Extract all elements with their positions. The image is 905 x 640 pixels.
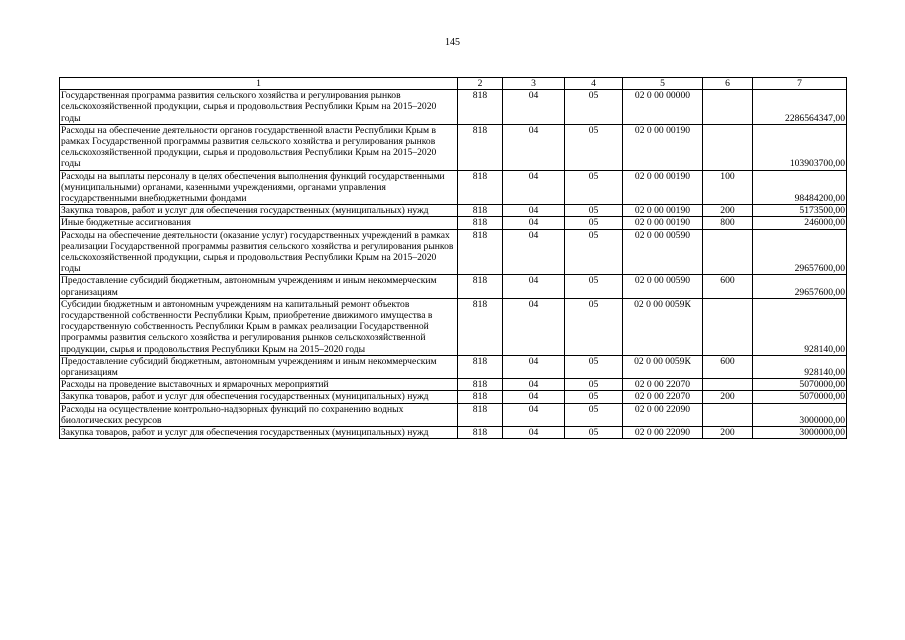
- row-name: Иные бюджетные ассигнования: [60, 217, 458, 229]
- row-amount: 3000000,00: [753, 403, 847, 426]
- row-code-target: 02 0 00 00000: [623, 90, 703, 125]
- row-code-expense-type: 800: [703, 217, 753, 229]
- row-code-target: 02 0 00 22070: [623, 379, 703, 391]
- col-header-1: 1: [60, 78, 458, 90]
- row-code-section: 04: [503, 403, 565, 426]
- row-code-ministry: 818: [458, 391, 503, 403]
- row-code-expense-type: 600: [703, 275, 753, 298]
- row-amount: 29657600,00: [753, 229, 847, 275]
- row-code-target: 02 0 00 00590: [623, 229, 703, 275]
- row-name: Закупка товаров, работ и услуг для обеспечения государственных (муниципальных) нужд: [60, 427, 458, 439]
- row-code-subsection: 05: [565, 90, 623, 125]
- table-row: [60, 229, 847, 275]
- budget-table: [59, 77, 847, 439]
- row-code-section: 04: [503, 355, 565, 378]
- row-name: Расходы на осуществление контрольно-надзорных функций по сохранению водных биологических ресурсов: [60, 403, 458, 426]
- table-row: [60, 217, 847, 229]
- col-header-6: 6: [703, 78, 753, 90]
- row-amount: 3000000,00: [753, 427, 847, 439]
- row-name: Государственная программа развития сельского хозяйства и регулирования рынков сельскохозяйственной продукции, сырья и продовольствия Республики Крым на 2015–2020 годы: [60, 90, 458, 125]
- row-code-subsection: 05: [565, 403, 623, 426]
- table-row: [60, 170, 847, 205]
- header-row: [60, 78, 847, 90]
- row-amount: 5070000,00: [753, 379, 847, 391]
- row-amount: 98484200,00: [753, 170, 847, 205]
- row-code-section: 04: [503, 90, 565, 125]
- row-code-ministry: 818: [458, 217, 503, 229]
- row-name: Расходы на выплаты персоналу в целях обеспечения выполнения функций государственными (муниципальными) органами, казенными учреждениями, органами управления государственными внебюджетными фондами: [60, 170, 458, 205]
- row-code-ministry: 818: [458, 90, 503, 125]
- row-code-expense-type: [703, 90, 753, 125]
- row-code-ministry: 818: [458, 355, 503, 378]
- row-code-target: 02 0 00 0059К: [623, 355, 703, 378]
- row-code-subsection: 05: [565, 170, 623, 205]
- row-code-expense-type: 100: [703, 170, 753, 205]
- row-code-expense-type: [703, 379, 753, 391]
- row-code-subsection: 05: [565, 355, 623, 378]
- row-amount: 928140,00: [753, 355, 847, 378]
- row-code-expense-type: [703, 124, 753, 170]
- col-header-4: 4: [565, 78, 623, 90]
- row-code-subsection: 05: [565, 229, 623, 275]
- row-code-ministry: 818: [458, 275, 503, 298]
- col-header-5: 5: [623, 78, 703, 90]
- row-code-expense-type: 200: [703, 205, 753, 217]
- row-code-subsection: 05: [565, 217, 623, 229]
- row-code-target: 02 0 00 00190: [623, 205, 703, 217]
- row-amount: 246000,00: [753, 217, 847, 229]
- row-amount: 103903700,00: [753, 124, 847, 170]
- row-name: Закупка товаров, работ и услуг для обеспечения государственных (муниципальных) нужд: [60, 205, 458, 217]
- table-row: [60, 275, 847, 298]
- table-row: [60, 391, 847, 403]
- row-name: Расходы на обеспечение деятельности (оказание услуг) государственных учреждений в рамках реализации Государственной программы развития сельского хозяйства и регулирования рынков сельскохозяйственной продукции, сырья и продовольствия Республики Крым на 2015–2020 годы: [60, 229, 458, 275]
- row-code-subsection: 05: [565, 124, 623, 170]
- row-name: Субсидии бюджетным и автономным учреждениям на капитальный ремонт объектов государственной собственности Республики Крым, приобретение движимого имущества в государственную собственность Республики Крым в рамках реализации Государственной программы развития сельского хозяйства и регулирования рынков сельскохозяйственной продукции, сырья и продовольствия Республики Крым на 2015–2020 годы: [60, 298, 458, 355]
- row-code-subsection: 05: [565, 427, 623, 439]
- row-code-section: 04: [503, 275, 565, 298]
- col-header-2: 2: [458, 78, 503, 90]
- col-header-3: 3: [503, 78, 565, 90]
- row-name: Предоставление субсидий бюджетным, автономным учреждениям и иным некоммерческим организациям: [60, 355, 458, 378]
- row-code-section: 04: [503, 298, 565, 355]
- row-code-subsection: 05: [565, 275, 623, 298]
- row-name: Закупка товаров, работ и услуг для обеспечения государственных (муниципальных) нужд: [60, 391, 458, 403]
- row-code-section: 04: [503, 205, 565, 217]
- row-name: Расходы на обеспечение деятельности органов государственной власти Республики Крым в рамках Государственной программы развития сельского хозяйства и регулирования рынков сельскохозяйственной продукции, сырья и продовольствия Республики Крым на 2015–2020 годы: [60, 124, 458, 170]
- table-header: [60, 78, 847, 90]
- row-code-target: 02 0 00 22090: [623, 403, 703, 426]
- row-code-ministry: 818: [458, 298, 503, 355]
- row-amount: 29657600,00: [753, 275, 847, 298]
- row-code-subsection: 05: [565, 391, 623, 403]
- row-code-subsection: 05: [565, 298, 623, 355]
- row-name: Расходы на проведение выставочных и ярмарочных мероприятий: [60, 379, 458, 391]
- row-code-target: 02 0 00 00190: [623, 124, 703, 170]
- row-code-ministry: 818: [458, 229, 503, 275]
- row-code-section: 04: [503, 124, 565, 170]
- row-code-target: 02 0 00 22090: [623, 427, 703, 439]
- table-row: [60, 355, 847, 378]
- row-code-ministry: 818: [458, 427, 503, 439]
- table-row: [60, 427, 847, 439]
- table-row: [60, 90, 847, 125]
- row-code-target: 02 0 00 0059К: [623, 298, 703, 355]
- row-code-section: 04: [503, 379, 565, 391]
- row-code-ministry: 818: [458, 379, 503, 391]
- row-amount: 2286564347,00: [753, 90, 847, 125]
- row-code-target: 02 0 00 00190: [623, 217, 703, 229]
- row-code-target: 02 0 00 22070: [623, 391, 703, 403]
- table-body: [60, 90, 847, 439]
- table-row: [60, 205, 847, 217]
- table-row: [60, 379, 847, 391]
- table-row: [60, 124, 847, 170]
- row-code-expense-type: 600: [703, 355, 753, 378]
- row-code-section: 04: [503, 427, 565, 439]
- row-code-target: 02 0 00 00190: [623, 170, 703, 205]
- row-amount: 5070000,00: [753, 391, 847, 403]
- row-code-ministry: 818: [458, 205, 503, 217]
- row-code-ministry: 818: [458, 403, 503, 426]
- row-code-section: 04: [503, 170, 565, 205]
- table-row: [60, 298, 847, 355]
- row-code-ministry: 818: [458, 124, 503, 170]
- table-row: [60, 403, 847, 426]
- row-code-target: 02 0 00 00590: [623, 275, 703, 298]
- row-code-section: 04: [503, 229, 565, 275]
- row-amount: 5173500,00: [753, 205, 847, 217]
- row-amount: 928140,00: [753, 298, 847, 355]
- col-header-7: 7: [753, 78, 847, 90]
- page-number: 145: [445, 37, 460, 48]
- row-code-section: 04: [503, 391, 565, 403]
- row-name: Предоставление субсидий бюджетным, автономным учреждениям и иным некоммерческим организациям: [60, 275, 458, 298]
- row-code-expense-type: 200: [703, 427, 753, 439]
- row-code-expense-type: [703, 403, 753, 426]
- row-code-ministry: 818: [458, 170, 503, 205]
- row-code-expense-type: [703, 298, 753, 355]
- row-code-expense-type: [703, 229, 753, 275]
- row-code-subsection: 05: [565, 205, 623, 217]
- row-code-expense-type: 200: [703, 391, 753, 403]
- row-code-subsection: 05: [565, 379, 623, 391]
- row-code-section: 04: [503, 217, 565, 229]
